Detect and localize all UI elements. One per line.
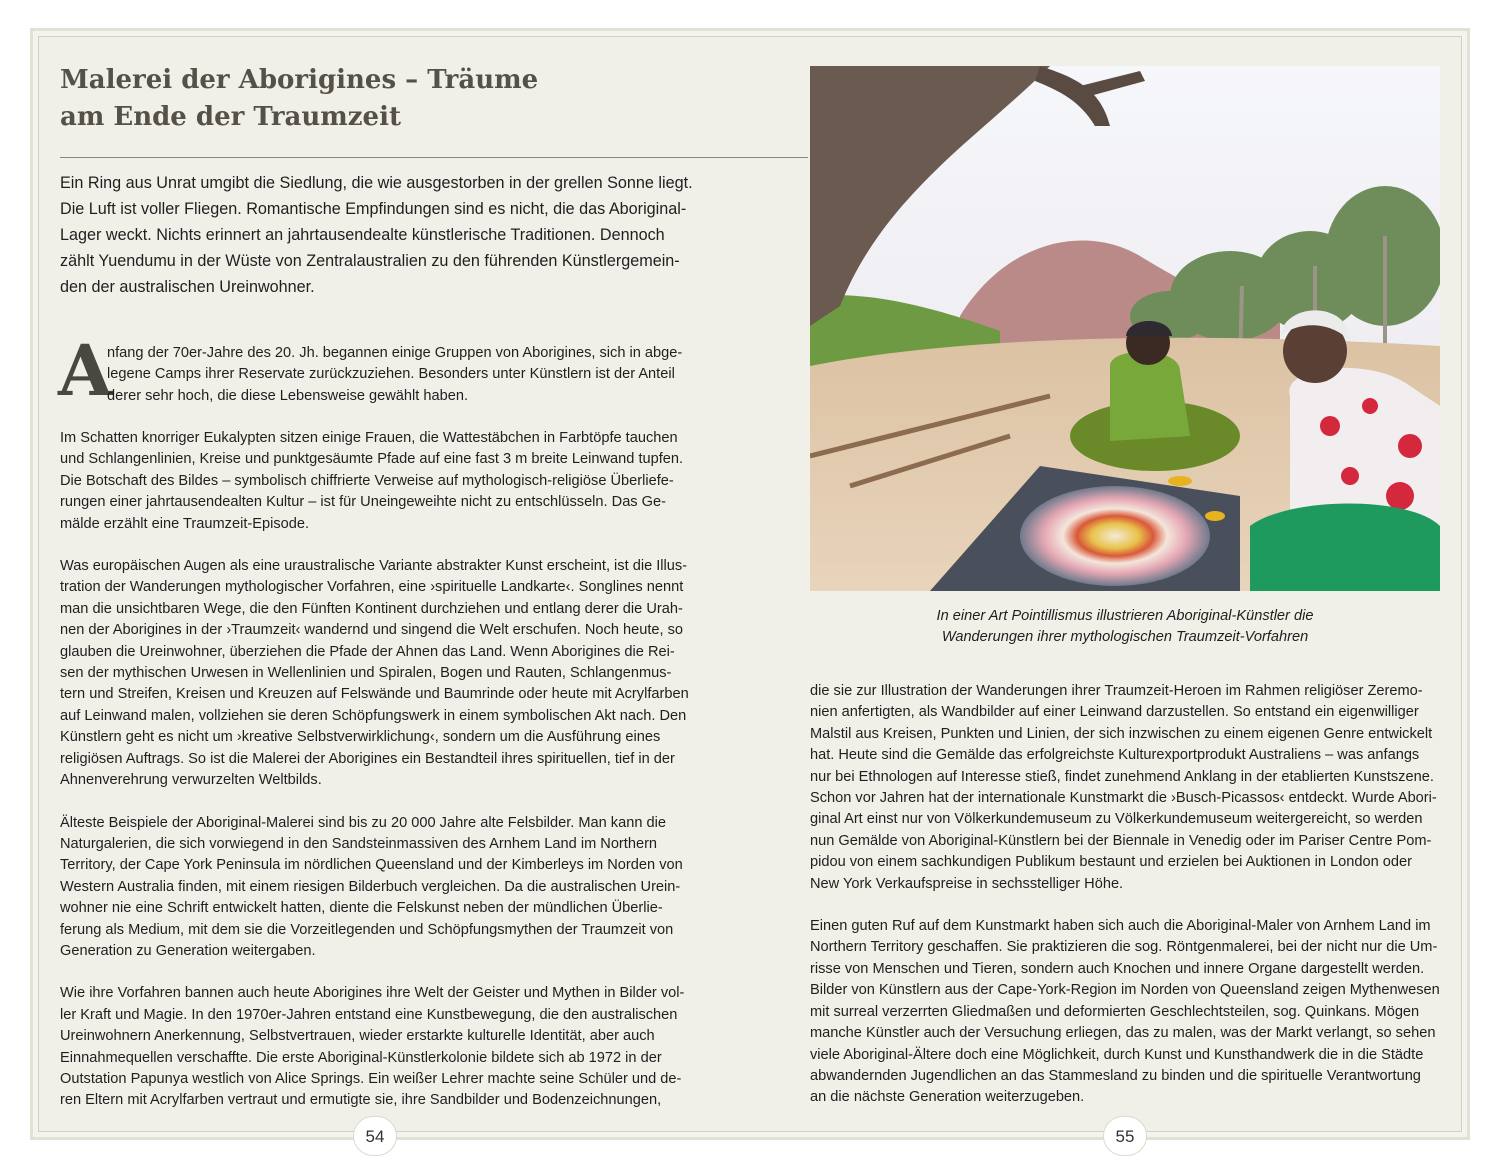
text-line: glauben die Ureinwohner, überziehen die Pfade der Ahnen das Land. Wenn Aborigines die Rei-	[60, 643, 675, 660]
text-line: und Schlangenlinien, Kreise und punktgesäumte Pfade auf eine fast 3 m breite Leinwand tupfen.	[60, 451, 684, 468]
photo-illustration	[810, 66, 1440, 591]
intro-line: Ein Ring aus Unrat umgibt die Siedlung, die wie ausgestorben in der grellen Sonne liegt.	[60, 174, 693, 192]
text-line: man die unsichtbaren Wege, die den Fünften Kontinent durchziehen und entlang derer die Urah-	[60, 600, 683, 617]
left-column-text	[60, 428, 695, 1112]
text-line: rungen einer jahrtausendealten Kultur – ist für Uneingeweihte nicht zu entschlüsseln. Das Ge-	[60, 494, 666, 511]
text-line: abwandernden Jugendlichen an das Stammesland zu binden und die spirituelle Verantwortung	[810, 1067, 1421, 1084]
text-line: Die Botschaft des Bildes – symbolisch chiffrierte Verweise auf mythologisch-religiöse Überliefe-	[60, 472, 674, 489]
text-line: Naturgalerien, die sich vorwiegend in den Sandsteinmassiven des Arnhem Land im Northern	[60, 835, 658, 852]
text-line: risse von Menschen und Tieren, sondern auch Knochen und innere Organe dargestellt werden.	[810, 960, 1425, 977]
text-line: Älteste Beispiele der Aboriginal-Malerei sind bis zu 20 000 Jahre alte Felsbilder. Man kann die	[60, 814, 666, 831]
article-title	[60, 62, 760, 136]
text-line: ler Kraft und Magie. In den 1970er-Jahren entstand eine Kunstbewegung, die den australischen	[60, 1006, 678, 1023]
text-line: Generation zu Generation weitergaben.	[60, 942, 316, 959]
intro-line: Die Luft ist voller Fliegen. Romantische Empfindungen sind es nicht, die das Aboriginal-	[60, 200, 687, 218]
text-line: Einen guten Ruf auf dem Kunstmarkt haben sich auch die Aboriginal-Maler von Arnhem Land im	[810, 918, 1431, 935]
title-line-1: Malerei der Aborigines – Träume	[60, 65, 539, 95]
title-rule	[60, 157, 808, 158]
text-line: an die nächste Generation weiterzugeben.	[810, 1089, 1085, 1106]
page-number-right: 55	[1103, 1116, 1147, 1156]
text-line: manche Künstler auch der Versuchung erliegen, das zu malen, was der Markt verlangt, so sehen	[810, 1025, 1436, 1042]
intro-line: zählt Yuendumu in der Wüste von Zentralaustralien zu den führenden Künstlergemein-	[60, 252, 680, 270]
text-line: Wie ihre Vorfahren bannen auch heute Aborigines ihre Welt der Geister und Mythen in Bilder vol-	[60, 985, 685, 1002]
text-line: tration der Wanderungen mythologischer Vorfahren, eine ›spirituelle Landkarte‹. Songlines nennt	[60, 579, 684, 596]
text-line: nfang der 70er-Jahre des 20. Jh. begannen einige Gruppen von Aborigines, sich in abge-	[107, 345, 683, 361]
caption-line-2: Wanderungen ihrer mythologischen Traumzeit-Vorfahren	[941, 629, 1309, 645]
text-line: derer sehr hoch, die diese Lebensweise gewählt haben.	[107, 387, 469, 404]
text-line: Einnahmequellen verschaffte. Die erste Aboriginal-Künstlerkolonie bildete sich ab 1972 in der	[60, 1049, 662, 1066]
text-line: Malstil aus Kreisen, Punkten und Linien, der sich inzwischen zu einem eigenen Genre entwickelt	[810, 725, 1433, 742]
text-line: hat. Heute sind die Gemälde das erfolgreichste Kulturexportprodukt Australiens – was anfangs	[810, 747, 1420, 764]
text-line: religiösen Auftrags. So ist die Malerei der Aborigines ein Bestandteil ihres spirituellen, tief in der	[60, 750, 675, 767]
text-line: ferung als Medium, mit dem sie die Vorzeitlegenden und Schöpfungsmythen der Traumzeit von	[60, 921, 674, 938]
text-line: Bilder von Künstlern aus der Cape-York-Region im Norden von Queensland zeigen Mythenwesen	[810, 982, 1440, 999]
text-line: Was europäischen Augen als eine uraustralische Variante abstrakter Kunst erscheint, ist die Illus-	[60, 558, 688, 575]
text-line: die sie zur Illustration der Wanderungen ihrer Traumzeit-Heroen im Rahmen religiöser Zeremo-	[810, 683, 1423, 699]
text-line: Schon vor Jahren hat der internationale Kunstmarkt die ›Busch-Picassos‹ entdeckt. Wurde Abori-	[810, 790, 1437, 807]
text-line: Outstation Papunya westlich von Alice Springs. Ein weißer Lehrer machte seine Schüler und de-	[60, 1070, 682, 1087]
text-line: mit surreal verzerrten Gliedmaßen und deformierten Geschlechtsteilen, sog. Quinkans. Mögen	[810, 1003, 1420, 1020]
text-line: tern und Streifen, Kreisen und Kreuzen auf Felswände und Baumrinde oder heute mit Acrylfarben	[60, 686, 689, 703]
text-line: Ahnenverehrung verwurzelten Weltbilds.	[60, 772, 322, 789]
text-line: nun Gemälde von Aboriginal-Künstlern bei der Biennale in Venedig oder im Pariser Centre Pom-	[810, 832, 1432, 849]
text-line: Territory, der Cape York Peninsula im nördlichen Queensland und der Kimberleys im Norden von	[60, 857, 683, 874]
text-line: Künstlern geht es nicht um ›kreative Selbstverwirklichung‹, sondern um die Ausführung eines	[60, 729, 661, 746]
text-line: pidou von einem sachkundigen Publikum bestaunt und erzielen bei Auktionen in London oder	[810, 854, 1413, 871]
caption-line-1: In einer Art Pointillismus illustrieren Aboriginal-Künstler die	[936, 608, 1314, 624]
text-line: nen der Aborigines in der ›Traumzeit‹ wandernd und singend die Welt erschufen. Noch heute, so	[60, 622, 684, 639]
photo-caption	[880, 606, 1370, 648]
text-line: wohner nie eine Schrift entwickelt hatten, diente die Felskunst neben der mündlichen Überlie-	[60, 900, 663, 917]
text-line: mälde erzählt eine Traumzeit-Episode.	[60, 515, 310, 532]
text-line: viele Aboriginal-Ältere doch eine Möglichkeit, durch Kunst und Kunsthandwerk die in die Städte	[810, 1046, 1424, 1063]
drop-cap: A	[58, 329, 113, 412]
text-line: ginal Art einst nur von Völkerkundemuseum zu Völkerkundemuseum weitergereicht, so werden	[810, 811, 1423, 828]
text-line: New York Verkaufspreise in sechsstelliger Höhe.	[810, 875, 1124, 892]
title-line-2: am Ende der Traumzeit	[60, 102, 401, 132]
text-line: auf Leinwand malen, vollziehen sie deren Schöpfungswerk in einem symbolischen Akt nach. Den	[60, 707, 687, 724]
text-line: Im Schatten knorriger Eukalypten sitzen einige Frauen, die Wattestäbchen in Farbtöpfe tauchen	[60, 430, 678, 446]
right-column-text	[810, 681, 1445, 1109]
text-line: Western Australia finden, mit einem riesigen Bilderbuch vergleichen. Da die australischen Urein-	[60, 878, 681, 895]
intro-paragraph	[60, 170, 693, 300]
left-column-para-1	[107, 343, 697, 407]
page-number-left: 54	[353, 1116, 397, 1156]
intro-line: Lager weckt. Nichts erinnert an jahrtausendealte künstlerische Traditionen. Dennoch	[60, 226, 665, 244]
text-line: Ureinwohnern Anerkennung, Selbstvertrauen, wieder erstarkte kulturelle Identität, aber auch	[60, 1028, 655, 1045]
text-line: nien anfertigten, als Wandbilder auf einer Leinwand darzustellen. So entstand ein eigenwilliger	[810, 704, 1419, 721]
text-line: sen der mythischen Urwesen in Wellenlinien und Spiralen, Bogen und Rauten, Schlangenmus-	[60, 665, 672, 682]
aboriginal-artists-photo	[810, 66, 1440, 591]
intro-line: den der australischen Ureinwohner.	[60, 278, 315, 296]
text-line: nur bei Ethnologen auf Interesse stieß, findet zunehmend Anklang in der etablierten Kunstszene.	[810, 768, 1434, 785]
text-line: ren Eltern mit Acrylfarben vertraut und ermutigte sie, ihre Sandbilder und Bodenzeichnungen,	[60, 1092, 662, 1109]
text-line: legene Camps ihrer Reservate zurückzuziehen. Besonders unter Künstlern ist der Anteil	[107, 366, 675, 383]
text-line: Northern Territory geschaffen. Sie praktizieren die sog. Röntgenmalerei, bei der nicht nur die Um-	[810, 939, 1438, 956]
